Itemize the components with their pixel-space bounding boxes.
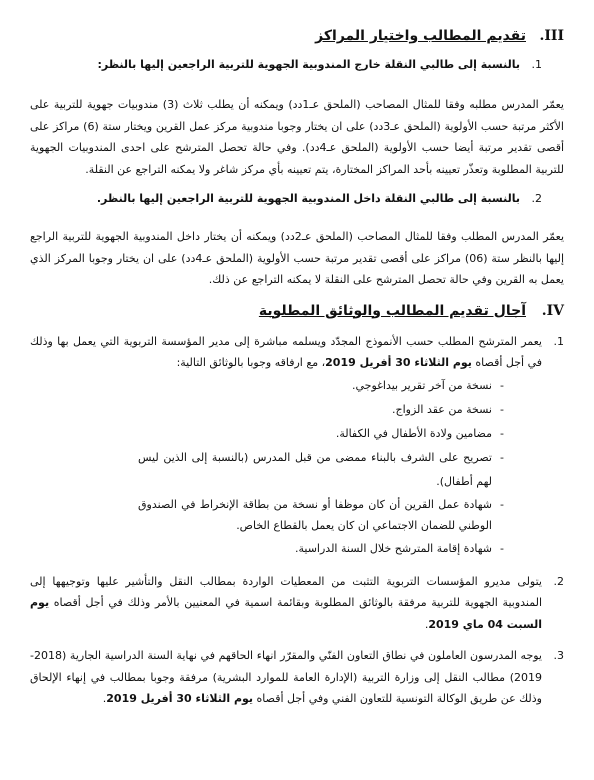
section-4-number: IV. bbox=[541, 302, 564, 319]
document-item: - نسخة من آخر تقرير بيداغوجي. bbox=[30, 374, 512, 398]
section-3-number: III. bbox=[539, 28, 564, 44]
deadline-date: يوم السبت 04 ماي 2019 bbox=[30, 596, 542, 631]
item-number: 2. bbox=[531, 192, 542, 205]
item-text-end: . bbox=[102, 692, 107, 705]
section-3-title: تقديم المطالب واختيار المراكز bbox=[315, 28, 526, 44]
item-number: 3. bbox=[553, 649, 564, 662]
document-item: - شهادة عمل القرين أن كان موظفا أو نسخة من بطاقة الإنخراط في الصندوق الوطني للضمان الاجتماعي ان كان يعمل بالقطاع الخاص. bbox=[30, 494, 512, 537]
document-item: - تصريح على الشرف بالبناء ممضى من قبل المدرس (بالنسبة إلى الذين ليس لهم أطفال). bbox=[30, 446, 512, 494]
dash-bullet: - bbox=[500, 378, 504, 392]
section-4-item-2 bbox=[30, 571, 564, 636]
section-3-item-2-heading bbox=[30, 192, 542, 220]
document-item: - مضامين ولادة الأطفال في الكفالة. bbox=[30, 422, 512, 446]
section-4-item-3 bbox=[30, 645, 564, 710]
section-3-item-1-heading bbox=[30, 58, 542, 86]
section-4-list bbox=[30, 331, 564, 710]
item-heading-text: بالنسبة إلى طالبي النقلة خارج المندوبية الجهوية للتربية الراجعين إليها بالنظر: bbox=[97, 58, 520, 71]
dash-bullet: - bbox=[500, 426, 504, 440]
dash-bullet: - bbox=[500, 402, 504, 416]
document-item: - نسخة من عقد الزواج. bbox=[30, 398, 512, 422]
required-documents-list bbox=[30, 374, 542, 561]
section-3-item-1-paragraph: يعمّر المدرس مطلبه وفقا للمثال المصاحب (الملحق عـ1دد) ويمكنه أن يطلب ثلاث (3) مندوبيات جهوية للتربية على الأكثر مرتبة حسب الأولوية (الملحق عـ3دد) على ان يختار وجوبا مندوبية مركز عمل القرين ويختار ستة (6) مراكز على أقصى تقدير مرتبة أيضا حسب الأولوية (الملحق عـ4دد). وفي حالة تحصل المترشح على احدى المندوبيات الجهوية للتربية المطلوبة وتعذّر تعيينه بأحد المراكز المختارة، يتم تعيينه بأي مركز شاغر ولا يمكنه التراجع عن النقلة. bbox=[30, 98, 565, 176]
item-text-end: . bbox=[424, 617, 429, 631]
deadline-date: يوم الثلاثاء 30 أفريل 2019 bbox=[106, 692, 254, 705]
item-number: 2. bbox=[553, 574, 564, 588]
dash-bullet: - bbox=[500, 541, 504, 555]
item-text: يتولى مديرو المؤسسات التربوية التثبت من المعطيات الواردة بمطالب النقل والتأشير عليها وتوجيهها إلى المندوبية الجهوية للتربية مرفقة بالوثائق المطلوبة وبقائمة اسمية في المعنيين بالأمر وذلك في أجل أقصاه bbox=[30, 574, 542, 609]
section-4-heading bbox=[30, 303, 564, 329]
item-text: يوجه المدرسون العاملون في نطاق التعاون الفنّي والمقرّر انهاء الحاقهم في نهاية السنة الدراسية الجارية (2018-2019) مطالب النقل إلى وزارة التربية (الإدارة العامة للموارد البشرية) مرفقة وجوبا بمطالب في إنهاء الإلحاق وذلك عن طريق الوكالة التونسية للتعاون الفني وفي أجل أقصاه bbox=[30, 649, 542, 705]
section-3-item-2-paragraph: يعمّر المدرس المطلب وفقا للمثال المصاحب (الملحق عـ2دد) ويمكنه أن يختار داخل المندوبية الجهوية للتربية الراجع إليها بالنظر ستة (06) مراكز على أقصى تقدير مرتبة حسب الأولوية (الملحق عـ4دد) على ان يختار وجوبا المركز الذي يعمل به القرين وفي حالة تحصل المترشح على النقلة لا يمكنه التراجع عن ذلك. bbox=[30, 230, 565, 286]
section-4-item-1 bbox=[30, 331, 564, 561]
item-number: 1. bbox=[531, 58, 542, 71]
dash-bullet: - bbox=[500, 497, 504, 511]
section-4-title: آجال تقديم المطالب والوثائق المطلوبة bbox=[258, 302, 526, 319]
dash-bullet: - bbox=[500, 450, 504, 464]
item-text-end: ، مع ارفاقه وجوبا بالوثائق التالية: bbox=[176, 356, 326, 369]
deadline-date: يوم الثلاثاء 30 أفريل 2019 bbox=[325, 356, 472, 369]
item-number: 1. bbox=[553, 334, 564, 348]
item-heading-text: بالنسبة إلى طالبي النقلة داخل المندوبية الجهوية للتربية الراجعين إليها بالنظر. bbox=[96, 192, 520, 205]
item-text: يعمر المترشح المطلب حسب الأنموذج المجدّد ويسلمه مباشرة إلى مدير المؤسسة التربوية التي يعمل بها وذلك في أجل أقصاه bbox=[30, 334, 542, 369]
document-item: - شهادة إقامة المترشح خلال السنة الدراسية. bbox=[30, 537, 512, 561]
section-3-heading bbox=[30, 28, 564, 52]
